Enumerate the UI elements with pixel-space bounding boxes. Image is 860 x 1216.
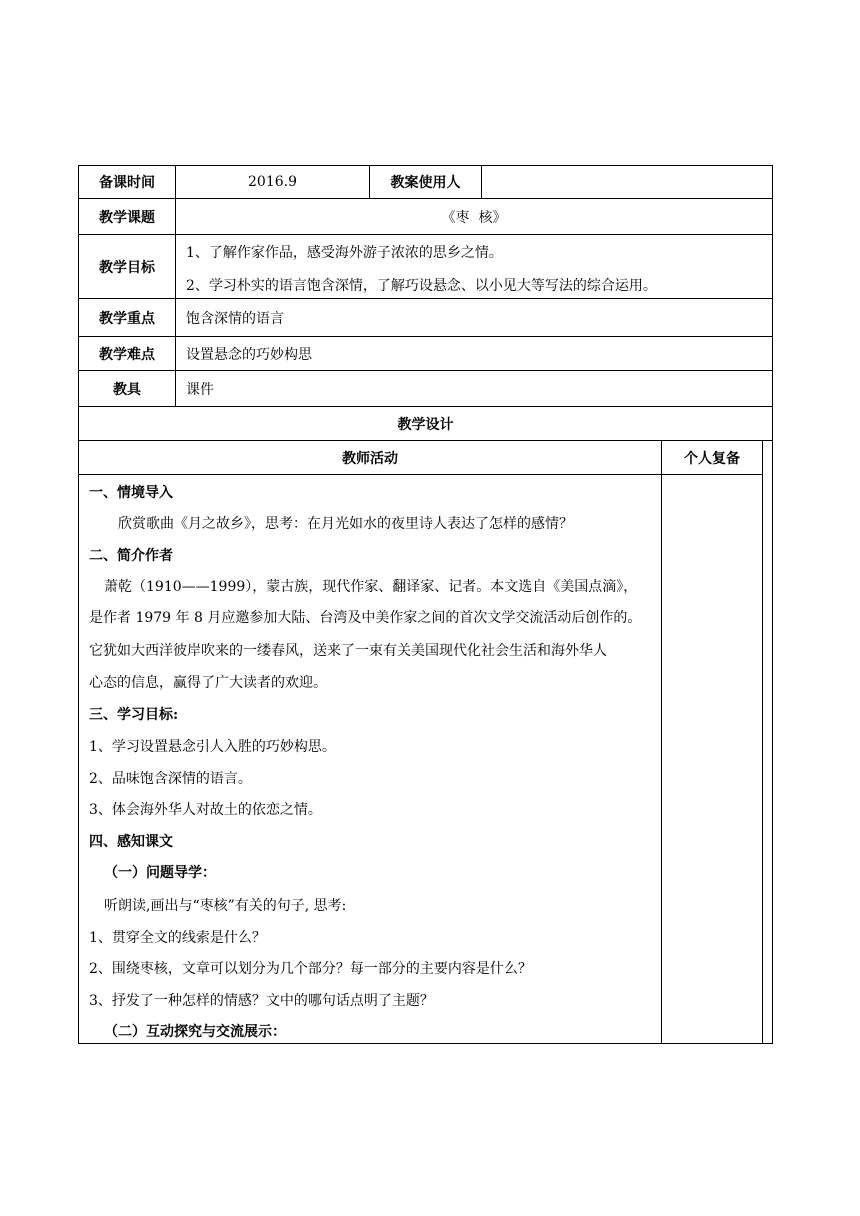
col-divider — [762, 440, 763, 1044]
design-title: 教学设计 — [397, 416, 454, 433]
goal-item: 2、学习朴实的语言饱含深情，了解巧设悬念、以小见大等写法的综合运用。 — [186, 278, 657, 294]
paragraph-line: 心态的信息，赢得了广大读者的欢迎。 — [89, 675, 327, 691]
key-label: 教学重点 — [99, 310, 155, 327]
paragraph-line: 它犹如大西洋彼岸吹来的一缕春风，送来了一束有关美国现代化社会生活和海外华人 — [89, 643, 607, 659]
prep-time-label: 备课时间 — [99, 175, 155, 191]
topic-value: 《枣 核》 — [441, 209, 507, 226]
user-label: 教案使用人 — [390, 175, 461, 191]
paragraph-line: 是作者 1979 年 8 月应邀参加大陆、台湾及中美作家之间的首次文学交流活动后创作的。 — [89, 610, 642, 626]
section-title: 二、简介作者 — [89, 548, 173, 564]
list-item: 2、围绕枣核，文章可以划分为几个部分？每一部分的主要内容是什么？ — [89, 961, 532, 977]
subsection-title: （一）问题导学： — [104, 865, 216, 881]
subsection-title: （二）互动探究与交流展示： — [104, 1024, 286, 1040]
table-border-right — [772, 165, 773, 1044]
row-divider — [78, 474, 762, 475]
difficulty-value: 设置悬念的巧妙构思 — [186, 346, 312, 363]
personal-review-header: 个人复备 — [684, 450, 740, 467]
section-title: 四、感知课文 — [89, 834, 173, 850]
goal-item: 1、了解作家作品，感受海外游子浓浓的思乡之情。 — [186, 245, 503, 261]
tools-value: 课件 — [186, 381, 214, 398]
col-divider — [661, 440, 662, 1044]
table-border-bottom — [78, 1043, 773, 1044]
teacher-activity-header: 教师活动 — [342, 450, 398, 467]
row-divider — [78, 234, 773, 235]
difficulty-label: 教学难点 — [99, 346, 155, 363]
tools-label: 教具 — [113, 381, 141, 398]
prep-time-value: 2016.9 — [248, 174, 297, 190]
list-item: 2、品味饱含深情的语言。 — [89, 771, 252, 787]
list-item: 3、抒发了一种怎样的情感？文中的哪句话点明了主题？ — [89, 993, 434, 1009]
topic-label: 教学课题 — [99, 209, 155, 226]
section-title: 三、学习目标: — [89, 707, 179, 723]
list-item: 1、学习设置悬念引人入胜的巧妙构思。 — [89, 739, 336, 755]
list-item: 3、体会海外华人对故土的依恋之情。 — [89, 802, 322, 818]
key-value: 饱含深情的语言 — [186, 310, 284, 327]
user-value — [482, 166, 772, 198]
paragraph-line: 欣赏歌曲《月之故乡》，思考：在月光如水的夜里诗人表达了怎样的感情？ — [118, 516, 573, 532]
goal-label: 教学目标 — [99, 259, 155, 276]
list-item: 1、贯穿全文的线索是什么？ — [89, 930, 266, 946]
section-title: 一、情境导入 — [89, 485, 173, 501]
paragraph-line: 听朗读,画出与“枣核”有关的句子, 思考: — [104, 898, 347, 914]
paragraph-line: 萧乾（1910——1999），蒙古族，现代作家、翻译家、记者。本文选自《美国点滴》， — [104, 579, 638, 595]
